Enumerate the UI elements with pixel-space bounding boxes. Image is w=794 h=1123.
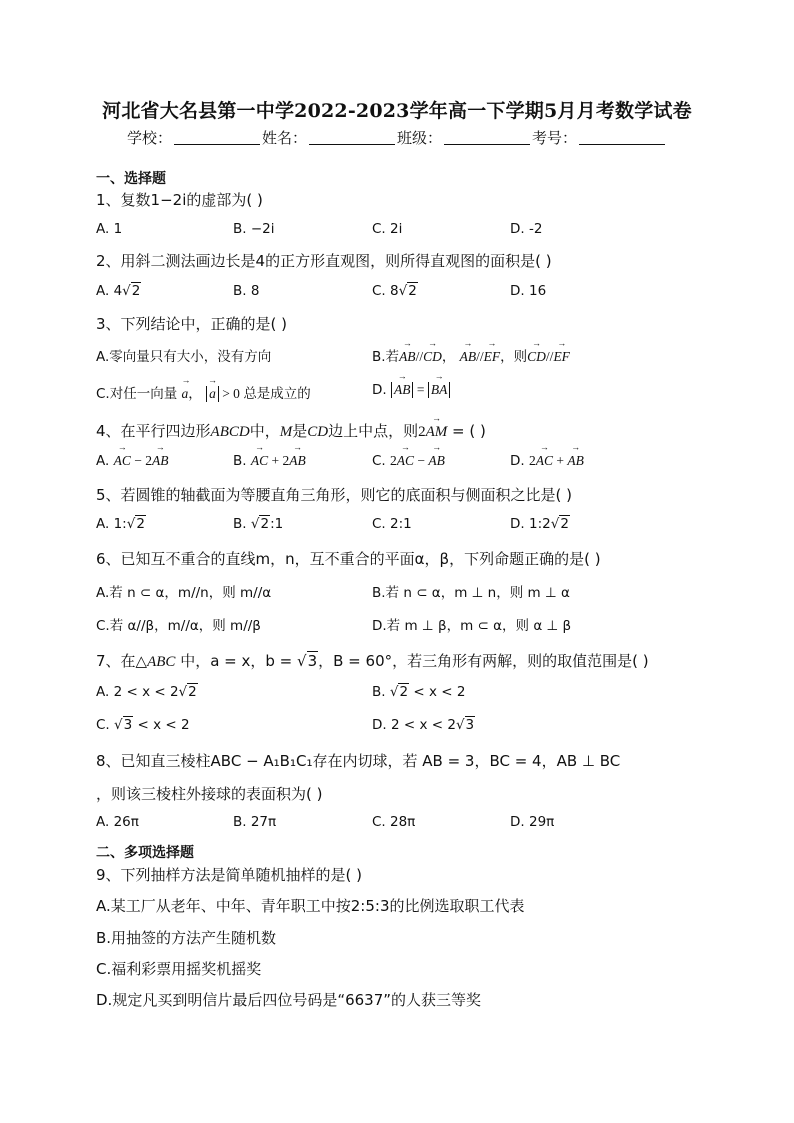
question-7-stem: 7、在△ABC 中，a = x，b = √ 3，B = 60°，若三角形有两解，则的取值范围是( ) [96,650,649,671]
q8-option-b[interactable]: B. 27π [233,814,277,830]
question-2-stem: 2、用斜二测法画边长是4的正方形直观图，则所得直观图的面积是( ) [96,252,552,270]
q7-option-d[interactable]: D. 2 < x < 2√ 3 [372,717,475,733]
name-label: 姓名： [261,129,307,147]
q1-option-c[interactable]: C. 2i [372,221,403,237]
q3-option-a[interactable]: A.零向量只有大小，没有方向 [96,349,272,365]
q6-option-d[interactable]: D.若 m ⊥ β，m ⊂ α，则 α ⊥ β [372,618,572,634]
q3-option-d[interactable]: D. → AB = → BA [372,382,450,398]
q6-option-c[interactable]: C.若 α//β，m//α，则 m//β [96,618,261,634]
q5-option-c[interactable]: C. 2:1 [372,516,412,532]
q2-option-d[interactable]: D. 16 [510,283,547,299]
q1-option-b[interactable]: B. −2i [233,221,275,237]
q2-option-c[interactable]: C. 8√ 2 [372,283,418,299]
q8-option-d[interactable]: D. 29π [510,814,555,830]
question-6-stem: 6、已知互不重合的直线m，n，互不重合的平面α，β，下列命题正确的是( ) [96,550,601,568]
q8-option-a[interactable]: A. 26π [96,814,139,830]
q9-option-c[interactable]: C.福利彩票用摇奖机摇奖 [96,960,262,978]
exam-number-blank[interactable] [579,130,665,145]
section-title-multiple-choice: 二、多项选择题 [96,845,194,861]
q2-option-b[interactable]: B. 8 [233,283,260,299]
q4-option-b[interactable]: B. → AC + 2→ AB [233,453,306,469]
q5-option-b[interactable]: B. √ 2:1 [233,516,283,532]
q9-option-b[interactable]: B.用抽签的方法产生随机数 [96,929,277,947]
q4-option-c[interactable]: C. 2→ AC − → AB [372,453,445,469]
q7-option-a[interactable]: A. 2 < x < 2√ 2 [96,684,198,700]
q3-option-c[interactable]: C.对任一向量 → a， → a > 0 总是成立的 [96,382,311,402]
q9-option-a[interactable]: A.某工厂从老年、中年、青年职工中按2:5:3的比例选取职工代表 [96,897,525,915]
q1-option-d[interactable]: D. -2 [510,221,543,237]
school-label: 学校： [126,129,172,147]
q9-option-d[interactable]: D.规定凡买到明信片最后四位号码是“6637”的人获三等奖 [96,991,482,1009]
question-4-stem: 4、在平行四边形ABCD中，M是CD边上中点，则2→ AM = ( ) [96,420,486,441]
school-blank[interactable] [174,130,260,145]
q1-option-a[interactable]: A. 1 [96,221,123,237]
question-1-stem: 1、复数1−2i的虚部为( ) [96,191,263,209]
section-title-single-choice: 一、选择题 [96,171,166,187]
q5-option-a[interactable]: A. 1:√ 2 [96,516,146,532]
exam-number-label: 考号： [532,129,578,147]
q7-option-c[interactable]: C. √ 3 < x < 2 [96,717,190,733]
q4-option-d[interactable]: D. 2→ AC + → AB [510,453,584,469]
q2-option-a[interactable]: A. 4√ 2 [96,283,141,299]
question-9-stem: 9、下列抽样方法是简单随机抽样的是( ) [96,866,363,884]
q3-option-b[interactable]: B.若→ AB//→ CD， → AB//→ EF，则→ CD//→ EF [372,345,570,365]
question-5-stem: 5、若圆锥的轴截面为等腰直角三角形，则它的底面积与侧面积之比是( ) [96,486,573,504]
q5-option-d[interactable]: D. 1:2√ 2 [510,516,570,532]
exam-title: 河北省大名县第一中学2022-2023学年高一下学期5月月考数学试卷 [102,100,692,122]
q8-option-c[interactable]: C. 28π [372,814,416,830]
q4-option-a[interactable]: A. → AC − 2→ AB [96,453,168,469]
class-label: 班级： [397,129,443,147]
q6-option-a[interactable]: A.若 n ⊂ α，m//n，则 m//α [96,585,272,601]
question-3-stem: 3、下列结论中，正确的是( ) [96,315,288,333]
name-blank[interactable] [309,130,395,145]
q7-option-b[interactable]: B. √ 2 < x < 2 [372,684,465,700]
question-8-stem-continued: ，则该三棱柱外接球的表面积为( ) [96,785,323,803]
class-blank[interactable] [444,130,530,145]
q6-option-b[interactable]: B.若 n ⊂ α，m ⊥ n，则 m ⊥ α [372,585,570,601]
student-info-line [0,127,794,148]
question-8-stem: 8、已知直三棱柱ABC − A₁B₁C₁存在内切球，若 AB = 3，BC = 4，AB ⊥ BC [96,752,621,770]
